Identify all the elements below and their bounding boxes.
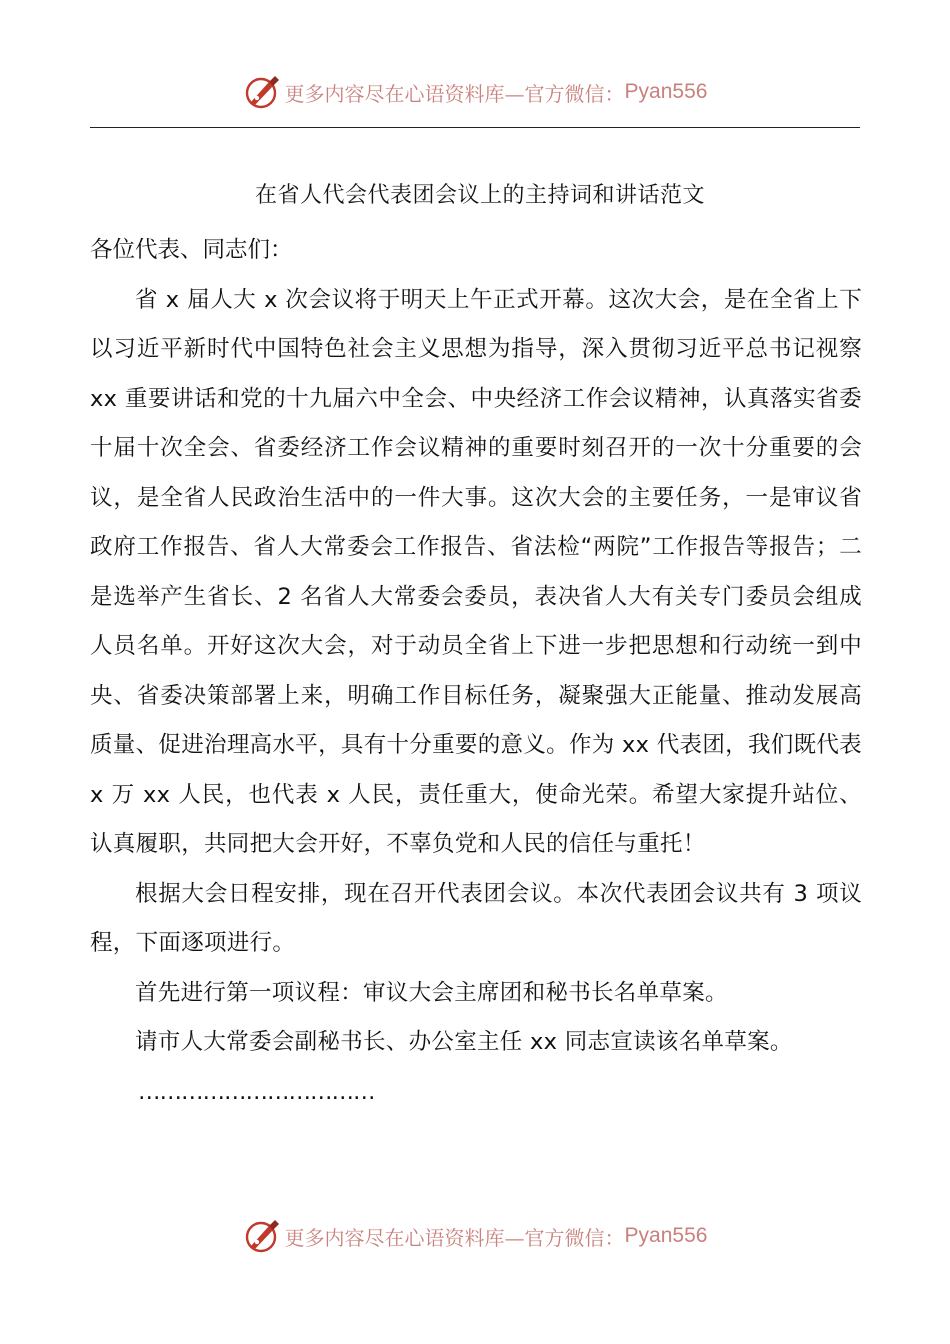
paragraph: 省 x 届人大 x 次会议将于明天上午正式开幕。这次大会，是在全省上下以习近平新时代中国特色社会主义思想为指导，深入贯彻习近平总书记视察 xx 重要讲话和党的十九届六中全会、中央经济工作会议精神，认真落实省委十届十次全会、省委经济工作会议精神的重要时刻召开的一次十分重要的会议，是全省人民政治生活中的一件大事。这次大会的主要任务，一是审议省政府工作报告、省人大常委会工作报告、省法检“两院”工作报告等报告；二是选举产生省长、2 名省人大常委会委员，表决省人大有关专门委员会组成人员名单。开好这次大会，对于动员全省上下进一步把思想和行动统一到中央、省委决策部署上来，明确工作目标任务，凝聚强大正能量、推动发展高质量、促进治理高水平，具有十分重要的意义。作为 xx 代表团，我们既代表 x 万 xx 人民，也代表 x 人民，责任重大，使命光荣。希望大家提升站位、认真履职，共同把大会开好，不辜负党和人民的信任与重托！: [90, 286, 862, 857]
footer-banner: [0, 1214, 950, 1258]
header-banner: [0, 70, 950, 114]
document-body: [90, 174, 862, 1117]
footer-slogan: 更多内容尽在心语资料库—: [284, 1225, 525, 1250]
salutation: 各位代表、同志们：: [90, 237, 293, 263]
footer-wechat-label: 官方微信：: [524, 1225, 625, 1250]
pen-nib-logo-icon: [243, 72, 283, 112]
paragraph: 根据大会日程安排，现在召开代表团会议。本次代表团会议共有 3 项议程，下面逐项进行。: [90, 880, 862, 956]
pen-nib-logo-icon: [243, 1216, 283, 1256]
paragraph: 首先进行第一项议程：审议大会主席团和秘书长名单草案。: [135, 979, 728, 1006]
footer-wechat-id: Pyan556: [624, 1224, 708, 1247]
document-title: 在省人代会代表团会议上的主持词和讲话范文: [254, 183, 705, 208]
ellipsis-line: ……………………………: [138, 1078, 375, 1105]
header-wechat-id: Pyan556: [624, 80, 708, 103]
paragraph: 请市人大常委会副秘书长、办公室主任 xx 同志宣读该名单草案。: [135, 1029, 793, 1055]
header-slogan: 更多内容尽在心语资料库—: [284, 81, 525, 106]
header-divider: [90, 127, 860, 128]
header-wechat-label: 官方微信：: [524, 81, 625, 106]
